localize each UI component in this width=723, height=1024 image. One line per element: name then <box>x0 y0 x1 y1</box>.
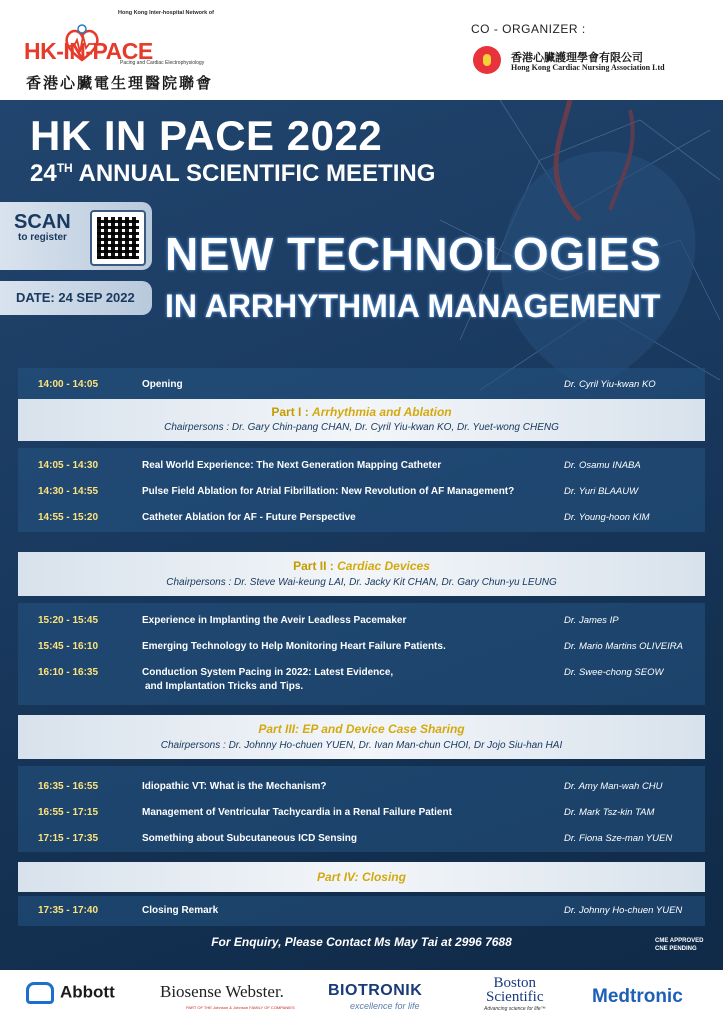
coorganizer-chinese-name: 香港心臟護理學會有限公司 <box>511 52 643 64</box>
event-subtitle <box>30 160 435 188</box>
abbott-name: Abbott <box>60 982 115 1002</box>
part-1-name: Arrhythmia and Ablation <box>312 405 452 419</box>
part-3-title <box>18 722 705 736</box>
part-2-name: Cardiac Devices <box>337 559 430 573</box>
session-time: 14:05 - 14:30 <box>38 460 99 471</box>
logo-subtitle: Pacing and Cardiac Electrophysiology <box>120 60 205 66</box>
sponsor-bar <box>0 970 723 1024</box>
part-2-header <box>18 552 705 596</box>
part-3-name: Part III: EP and Device Case Sharing <box>258 722 465 736</box>
session-time: 15:20 - 15:45 <box>38 615 99 626</box>
logo-chinese-name: 香港心臟電生理醫院聯會 <box>26 75 214 92</box>
abbott-logo <box>26 982 115 1004</box>
session-speaker: Dr. Young-hoon KIM <box>564 512 650 523</box>
session-topic: Pulse Field Ablation for Atrial Fibrillation: New Revolution of AF Management? <box>142 486 515 497</box>
session-time: 17:35 - 17:40 <box>38 905 99 916</box>
session-time: 14:30 - 14:55 <box>38 486 99 497</box>
part-3-chairpersons: Chairpersons : Dr. Johnny Ho-chuen YUEN, Dr. Ivan Man-chun CHOI, Dr Jojo Siu-han HAI <box>160 740 563 751</box>
header <box>0 0 723 100</box>
event-date: DATE: 24 SEP 2022 <box>16 290 135 305</box>
subtitle-number: 24 <box>30 160 57 187</box>
session-time: 16:35 - 16:55 <box>38 781 99 792</box>
session-topic: Something about Subcutaneous ICD Sensing <box>142 833 358 844</box>
part-3-sessions <box>18 766 705 852</box>
cardiac-nursing-logo-icon <box>473 46 501 74</box>
session-speaker: Dr. Osamu INABA <box>564 460 641 471</box>
part-1-title <box>18 405 705 419</box>
biotronik-logo <box>328 982 422 1000</box>
session-time: 16:10 - 16:35 <box>38 667 99 678</box>
session-speaker: Dr. Mark Tsz-kin TAM <box>564 807 655 818</box>
biosense-subtitle: PART OF THE Johnson & Johnson FAMILY OF COMPANIES <box>186 1005 295 1010</box>
theme-line-1: NEW TECHNOLOGIES <box>165 228 662 280</box>
medtronic-name: Medtronic <box>592 986 683 1007</box>
session-speaker: Dr. Johnny Ho-chuen YUEN <box>564 905 683 916</box>
part-2-label: Part II : <box>293 559 334 573</box>
part-2-sessions <box>18 603 705 705</box>
part-1-chairpersons: Chairpersons : Dr. Gary Chin-pang CHAN, Dr. Cyril Yiu-kwan KO, Dr. Yuet-wong CHENG <box>164 422 559 433</box>
coorganizer-label: CO - ORGANIZER : <box>471 22 586 36</box>
session-speaker: Dr. Amy Man-wah CHU <box>564 781 663 792</box>
subtitle-ordinal: TH <box>56 161 73 175</box>
part-2-chairpersons: Chairpersons : Dr. Steve Wai-keung LAI, Dr. Jacky Kit CHAN, Dr. Gary Chun-yu LEUNG <box>166 577 557 588</box>
main-banner <box>0 100 723 970</box>
session-speaker: Dr. Yuri BLAAUW <box>564 486 639 497</box>
part-3-header <box>18 715 705 759</box>
part-4-sessions <box>18 896 705 926</box>
event-title: HK IN PACE 2022 <box>30 112 383 159</box>
biosense-webster-logo <box>160 982 284 1002</box>
opening-row <box>18 368 705 400</box>
scan-label: SCAN <box>14 211 71 233</box>
session-topic: Idiopathic VT: What is the Mechanism? <box>142 781 327 792</box>
abbott-mark-icon <box>26 982 54 1004</box>
cme-line: CME APPROVED <box>655 938 704 944</box>
biosense-name: Biosense Webster. <box>160 982 284 1001</box>
cme-status <box>655 937 703 953</box>
biotronik-name: BIOTRONIK <box>328 982 423 999</box>
session-topic: Closing Remark <box>142 905 219 916</box>
boston-tagline: Advancing science for life™ <box>484 1006 546 1012</box>
session-topic-line2: and Implantation Tricks and Tips. <box>145 681 304 692</box>
biotronik-tagline: excellence for life <box>350 1001 420 1011</box>
part-1-header <box>18 399 705 441</box>
session-time: 14:00 - 14:05 <box>38 379 99 390</box>
session-topic: Catheter Ablation for AF - Future Perspective <box>142 512 356 523</box>
medtronic-logo <box>592 986 683 1008</box>
part-4-name: Part IV: Closing <box>317 870 406 884</box>
session-time: 17:15 - 17:35 <box>38 833 99 844</box>
session-speaker: Dr. Swee-chong SEOW <box>564 667 664 678</box>
logo-main-text: HK-IN-PACE <box>24 38 153 64</box>
subtitle-text: ANNUAL SCIENTIFIC MEETING <box>72 160 436 187</box>
part-4-header <box>18 862 705 892</box>
part-1-label: Part I : <box>271 405 309 419</box>
boston-scientific-logo <box>486 976 543 1004</box>
qr-code-icon[interactable] <box>90 210 146 266</box>
date-box <box>0 281 152 315</box>
scan-to-register-box[interactable] <box>0 202 152 270</box>
session-topic: Management of Ventricular Tachycardia in a Renal Failure Patient <box>142 807 452 818</box>
session-topic: Real World Experience: The Next Generation Mapping Catheter <box>142 460 442 471</box>
session-topic: Opening <box>142 379 183 390</box>
boston-line1: Boston <box>493 975 536 991</box>
logo-network-text: Hong Kong Inter-hospital Network of <box>118 10 214 16</box>
session-speaker: Dr. Cyril Yiu-kwan KO <box>564 379 656 390</box>
scan-sublabel: to register <box>18 232 67 243</box>
session-speaker: Dr. Mario Martins OLIVEIRA <box>564 641 683 652</box>
enquiry-contact: For Enquiry, Please Contact Ms May Tai at 2996 7688 <box>211 935 512 949</box>
part-4-title <box>18 870 705 884</box>
part-1-sessions <box>18 448 705 532</box>
session-topic: Emerging Technology to Help Monitoring Heart Failure Patients. <box>142 641 446 652</box>
hk-in-pace-logo <box>22 10 222 96</box>
coorganizer-english-name: Hong Kong Cardiac Nursing Association Ltd <box>511 63 665 72</box>
session-time: 14:55 - 15:20 <box>38 512 99 523</box>
cne-line: CNE PENDING <box>655 946 697 952</box>
session-speaker: Dr. James IP <box>564 615 619 626</box>
session-time: 16:55 - 17:15 <box>38 807 99 818</box>
session-topic: Experience in Implanting the Aveir Leadless Pacemaker <box>142 615 407 626</box>
theme-line-2: IN ARRHYTHMIA MANAGEMENT <box>165 288 661 324</box>
session-time: 15:45 - 16:10 <box>38 641 99 652</box>
coorganizer-logo <box>471 42 701 82</box>
session-speaker: Dr. Fiona Sze-man YUEN <box>564 833 673 844</box>
part-2-title <box>18 559 705 573</box>
boston-line2: Scientific <box>486 989 544 1005</box>
session-topic: Conduction System Pacing in 2022: Latest Evidence, <box>142 667 394 678</box>
